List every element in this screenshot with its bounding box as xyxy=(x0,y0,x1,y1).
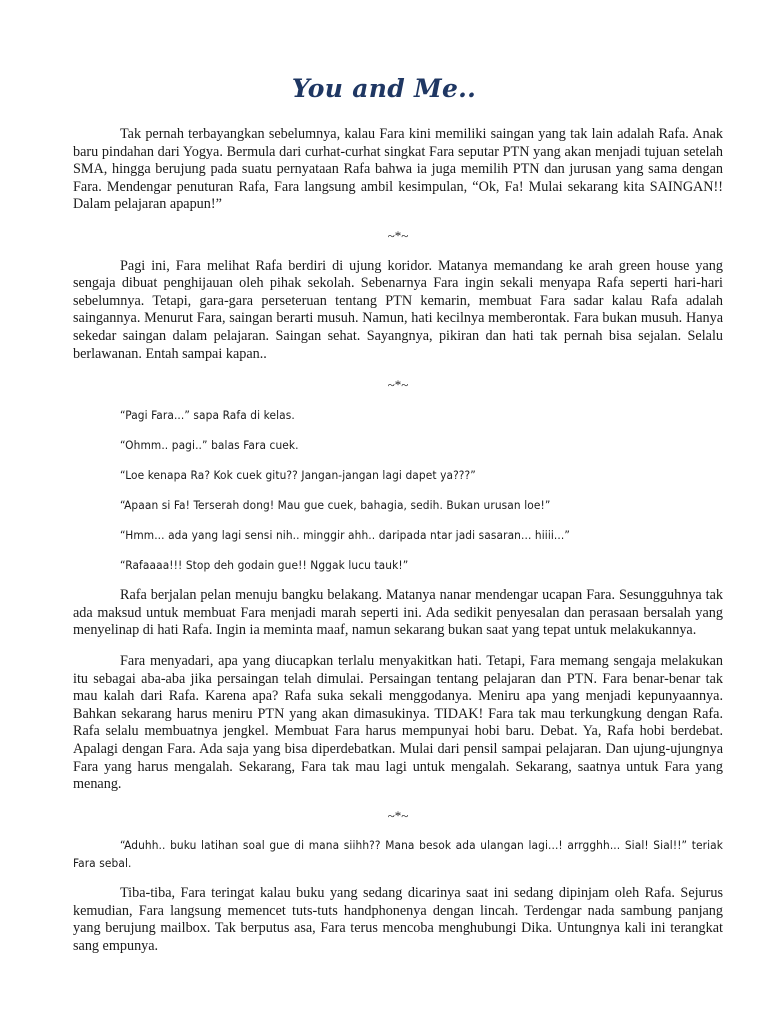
dialogue-line: “Hmm... ada yang lagi sensi nih.. minggir ahh.. daripada ntar jadi sasaran... hiiii...” xyxy=(120,528,570,543)
dialogue-line: “Ohmm.. pagi..” balas Fara cuek. xyxy=(120,437,299,452)
dialogue-line: “Aduhh.. buku latihan soal gue di mana siihh?? Mana besok ada ulangan lagi...! arrgghh... Sial! Sial!!” teriak Fara sebal. xyxy=(73,838,723,870)
paragraph: Pagi ini, Fara melihat Rafa berdiri di ujung koridor. Matanya memandang ke arah green house yang sengaja dibuat penghijauan oleh pihak sekolah. Sebenarnya Fara ingin sekali menyapa Rafa seperti hari-hari sebelumnya. Tetapi, gara-gara perseteruan tentang PTN kemarin, membuat Fara sadar kalau Rafa adalah saingannya. Menurut Fara, saingan berarti musuh. Namun, hati kecilnya memberontak. Fara bukan musuh. Hanya sekedar saingan dalam pelajaran. Saingan sehat. Sayangnya, pikiran dan hati tak pernah bisa sejalan. Selalu berlawanan. Entah sampai kapan.. xyxy=(73,257,723,362)
paragraph: Tiba-tiba, Fara teringat kalau buku yang sedang dicarinya saat ini sedang dipinjam oleh Rafa. Sejurus kemudian, Fara langsung memencet tuts-tuts handphonenya dengan lincah. Terdengar nada sambung panjang yang berujung mailbox. Tak berputus asa, Fara terus mencoba menghubungi Dika. Untungnya kali ini terangkat sang empunya. xyxy=(73,885,723,954)
paragraph: Fara menyadari, apa yang diucapkan terlalu menyakitkan hati. Tetapi, Fara memang sengaja melakukan itu sebagai aba-aba jika persaingan telah dimulai. Persaingan tentang pelajaran dan PTN. Fara benar-benar tak mau kalah dari Rafa. Karena apa? Rafa suka sekali menggodanya. Meniru apa yang menjadi kepunyaannya. Bahkan sekarang harus meniru PTN yang akan dimasukinya. TIDAK! Fara tak mau terkungkung dengan Rafa. Rafa selalu membuatnya jengkel. Membuat Fara harus mempunyai hobi baru. Debat. Ya, Rafa hobi berdebat. Apalagi dengan Fara. Ada saja yang bisa diperdebatkan. Mulai dari pensil sampai pelajaran. Dan ujung-ujungnya Fara yang harus mengalah. Sekarang, Fara tak mau lagi untuk mengalah. Sekarang, saatnya untuk Fara yang menang. xyxy=(73,653,723,793)
story-body xyxy=(73,126,723,968)
story-title: You and Me.. xyxy=(291,74,477,103)
dialogue-line: “Rafaaaa!!! Stop deh godain gue!! Nggak lucu tauk!” xyxy=(120,558,409,573)
dialogue-line: “Loe kenapa Ra? Kok cuek gitu?? Jangan-jangan lagi dapet ya???” xyxy=(120,467,476,482)
section-separator: ~*~ xyxy=(387,227,409,243)
dialogue-line: “Pagi Fara...” sapa Rafa di kelas. xyxy=(120,407,295,422)
paragraph: Tak pernah terbayangkan sebelumnya, kalau Fara kini memiliki saingan yang tak lain adalah Rafa. Anak baru pindahan dari Yogya. Bermula dari curhat-curhat singkat Fara seputar PTN yang akan menjadi tujuan setelah SMA, hingga berujung pada suatu pernyataan Rafa bahwa ia juga memilih PTN dan jurusan yang sama dengan Fara. Mendengar penuturan Rafa, Fara langsung ambil kesimpulan, “Ok, Fa! Mulai sekarang kita SAINGAN!! Dalam pelajaran apapun!” xyxy=(73,126,723,213)
section-separator: ~*~ xyxy=(387,377,409,393)
paragraph: Rafa berjalan pelan menuju bangku belakang. Matanya nanar mendengar ucapan Fara. Sesungguhnya tak ada maksud untuk membuat Fara menjadi marah seperti ini. Ada sedikit penyesalan dan perasaan bersalah yang menyelinap di hati Rafa. Ingin ia meminta maaf, namun sekarang bukan saat yang tepat untuk melakukannya. xyxy=(73,587,723,639)
dialogue-line: “Apaan si Fa! Terserah dong! Mau gue cuek, bahagia, sedih. Bukan urusan loe!” xyxy=(120,498,551,512)
section-separator: ~*~ xyxy=(387,807,409,823)
